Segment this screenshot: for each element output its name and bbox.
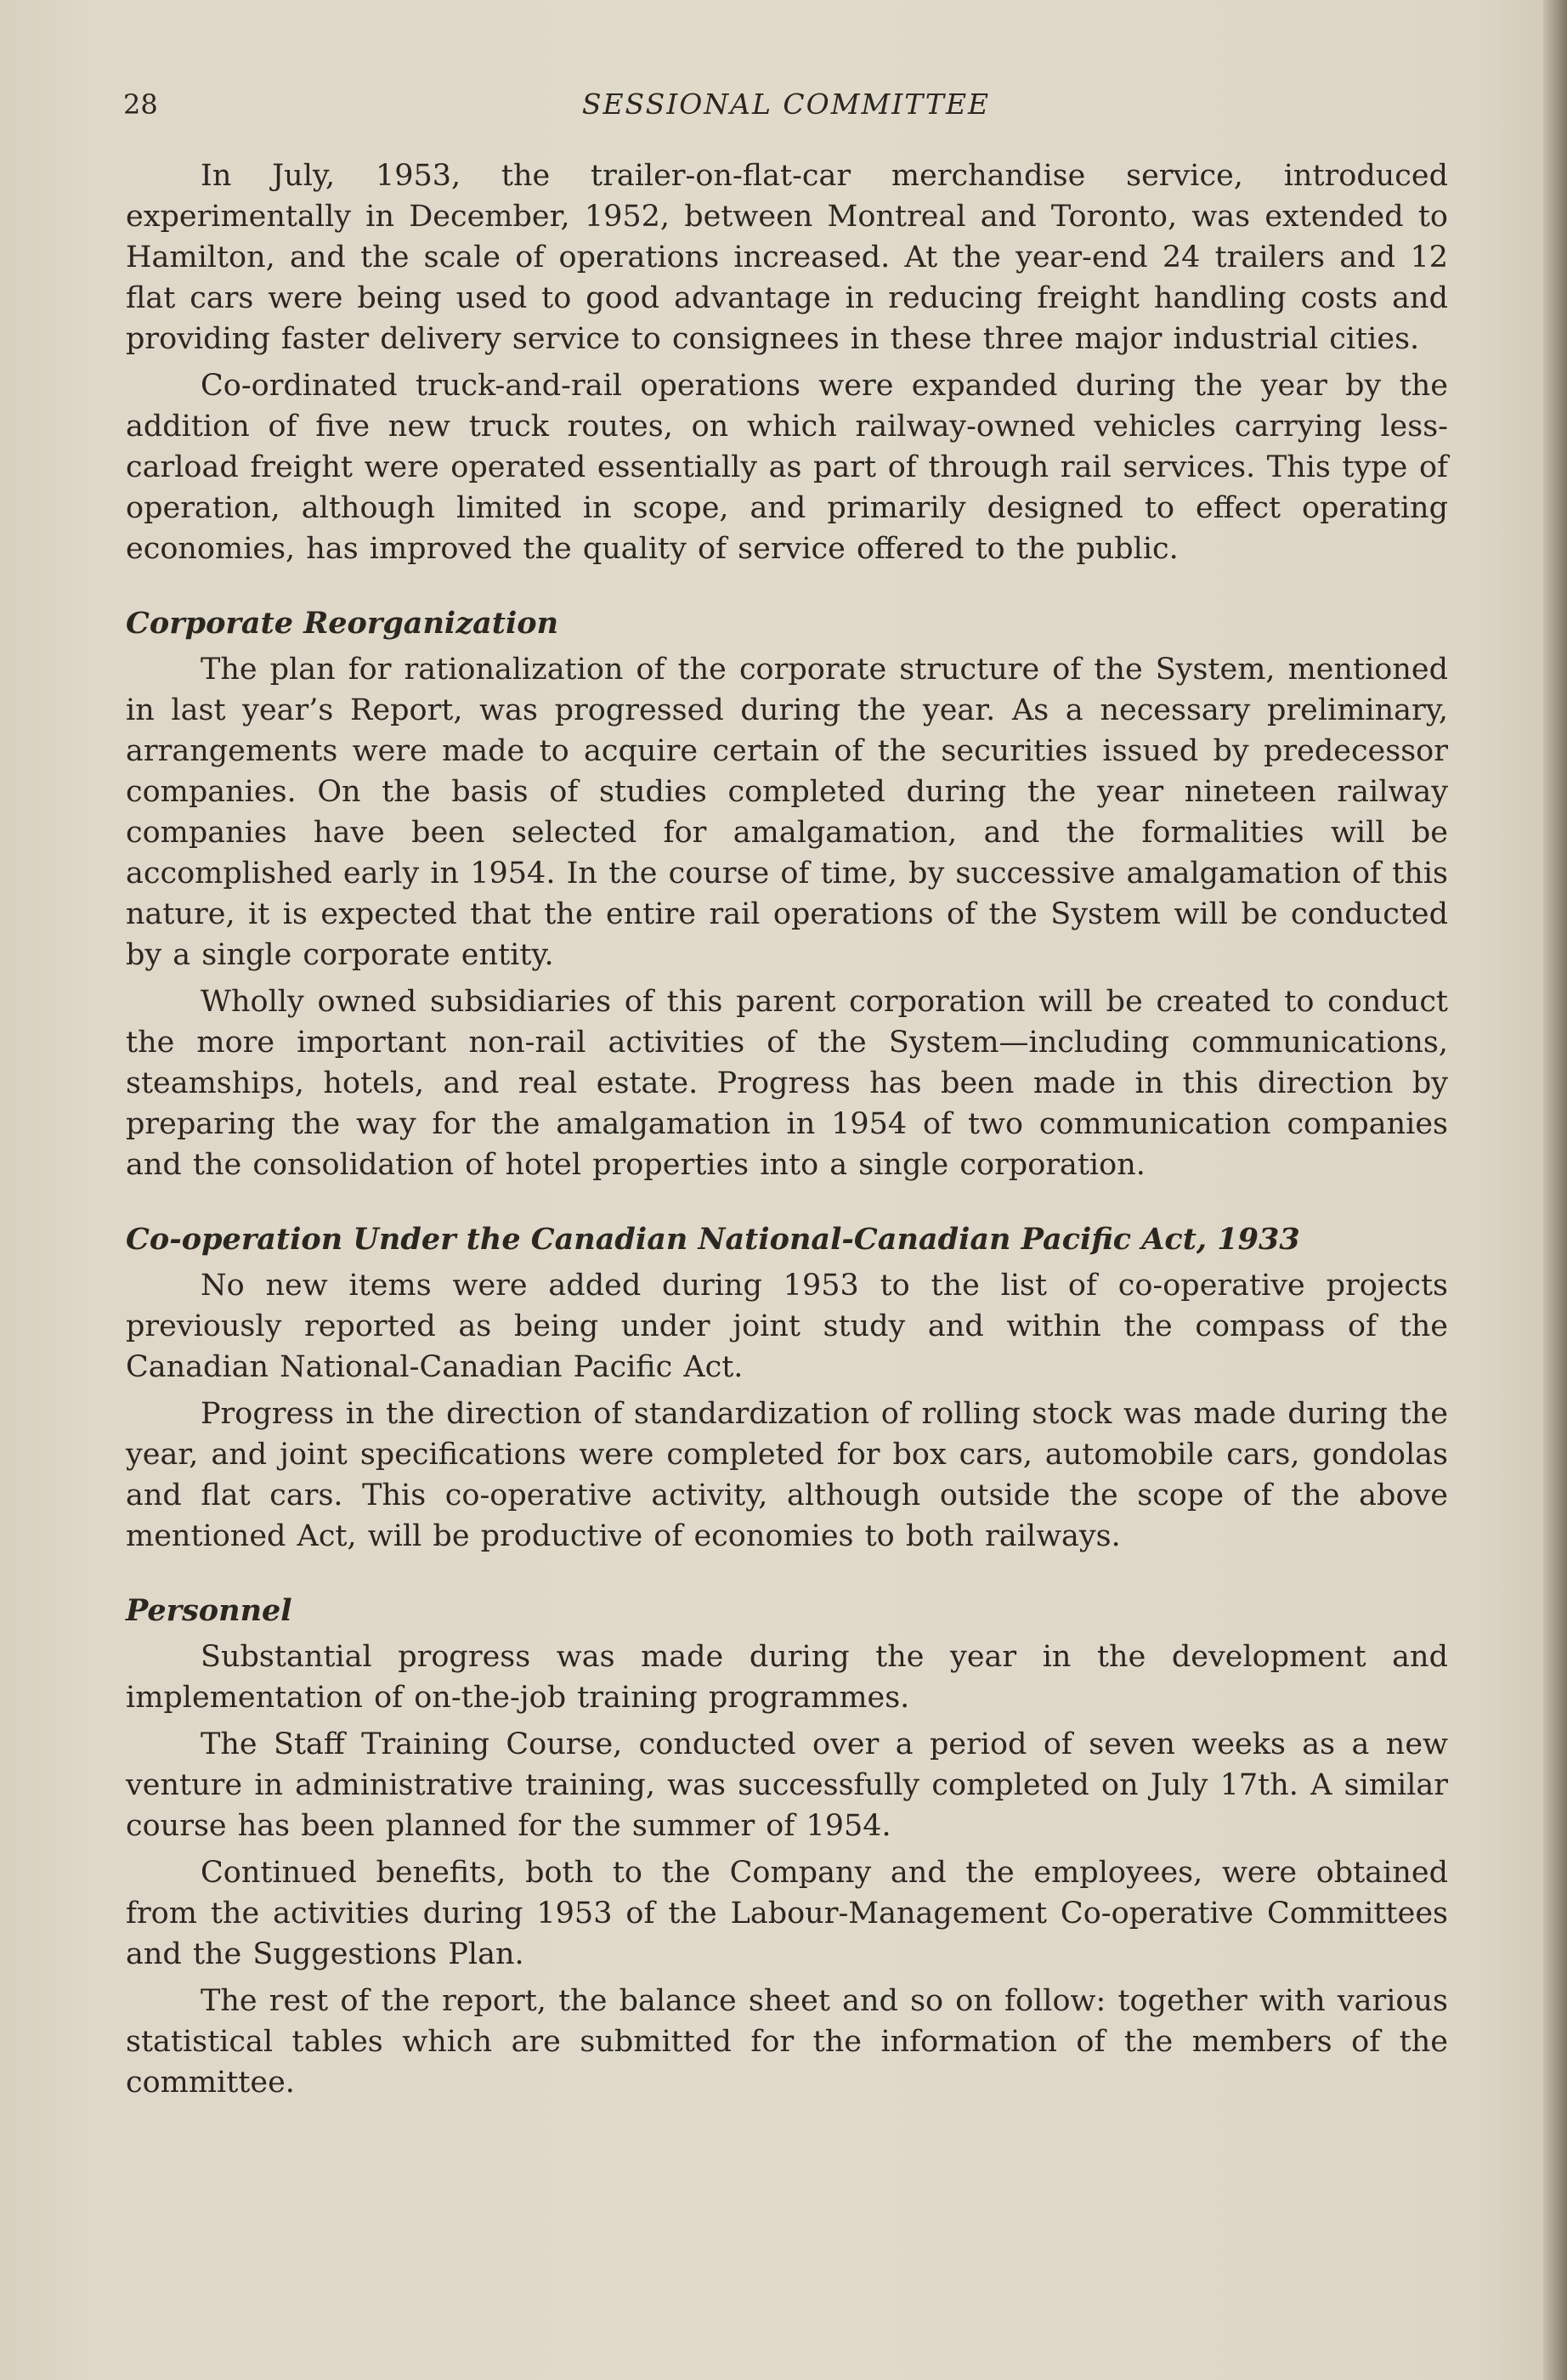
paragraph-subsidiaries: Wholly owned subsidiaries of this parent corporation will be created to conduct the more important non-rail activities of the System—including communications, steamships, hotels, and real estate. Progress has been made in this direction by preparing the way for the amalgamation in 1954 of two communication companies and the consolidation of hotel properties into a single corporation. [126,985,1448,1182]
paragraph-trailer-service: In July, 1953, the trailer-on-flat-car merchandise service, introduced experimentally in December, 1952, between Montreal and Toronto, was extended to Hamilton, and the scale of operations increased. At the year-end 24 trailers and 12 flat cars were being used to good advantage in reducing freight handling costs and providing faster delivery service to consignees in these three major industrial cities. [126,159,1448,356]
heading-personnel: Personnel [126,1593,292,1628]
paragraph-staff-training: The Staff Training Course, conducted over a period of seven weeks as a new venture in administrative training, was successfully completed on July 17th. A similar course has been planned for the summer of 1954. [126,1727,1448,1843]
page-number: 28 [123,88,158,121]
paragraph-truck-rail: Co-ordinated truck-and-rail operations were expanded during the year by the addition of five new truck routes, on which railway-owned vehicles carrying less-carload freight were operated essentially as part of through rail services. This type of operation, although limited in scope, and primarily designed to effect operating economies, has improved the quality of service offered to the public. [126,369,1448,566]
running-head: SESSIONAL COMMITTEE [581,88,991,121]
paragraph-labour-management: Continued benefits, both to the Company and the employees, were obtained from the activities during 1953 of the Labour-Management Co-operative Committees and the Suggestions Plan. [126,1856,1448,1971]
binding-edge [1543,0,1567,2380]
paragraph-joint-study: No new items were added during 1953 to the list of co-operative projects previously reported as being under joint study and within the compass of the Canadian National-Canadian Pacific Act. [126,1269,1448,1384]
paragraph-training-programmes: Substantial progress was made during the year in the development and implementation of on-the-job training programmes. [126,1640,1448,1715]
paragraph-rest-of-report: The rest of the report, the balance sheet and so on follow: together with various statistical tables which are submitted for the information of the members of the committee. [126,1984,1448,2100]
paragraph-standardization: Progress in the direction of standardization of rolling stock was made during the year, and joint specifications were completed for box cars, automobile cars, gondolas and flat cars. This co-operative activity, although outside the scope of the above mentioned Act, will be productive of economies to both railways. [126,1397,1448,1553]
paragraph-corporate-plan: The plan for rationalization of the corporate structure of the System, mentioned in last year’s Report, was progressed during the year. As a necessary preliminary, arrangements were made to acquire certain of the securities issued by predecessor companies. On the basis of studies completed during the year nineteen railway companies have been selected for amalgamation, and the formalities will be accomplished early in 1954. In the course of time, by successive amalgamation of this nature, it is expected that the entire rail operations of the System will be conducted by a single corporate entity. [126,653,1448,972]
page-header [123,85,1449,127]
page-content [126,155,1448,2109]
heading-cooperation-act: Co-operation Under the Canadian National-Canadian Pacific Act, 1933 [126,1222,1300,1257]
heading-corporate-reorganization: Corporate Reorganization [126,606,559,641]
